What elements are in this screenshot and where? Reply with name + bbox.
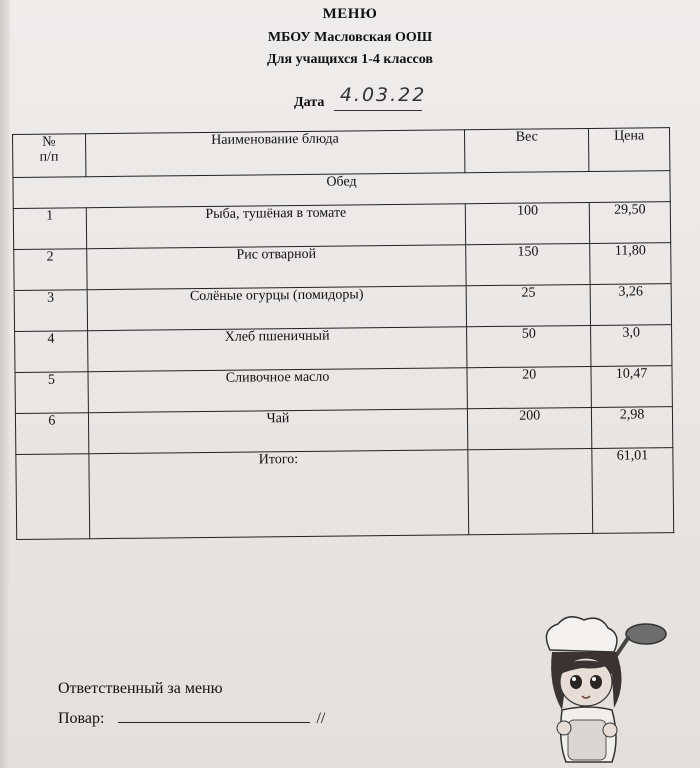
section-lunch: Обед xyxy=(13,171,670,209)
dish-price: 29,50 xyxy=(589,202,670,244)
dish-name: Рис отварной xyxy=(86,245,466,290)
dish-weight: 50 xyxy=(467,325,591,367)
row-number: 3 xyxy=(14,290,87,332)
dish-price: 3,26 xyxy=(590,284,671,326)
date-row xyxy=(294,84,427,111)
col-header-price: Цена xyxy=(589,128,670,172)
dish-name: Рыба, тушёная в томате xyxy=(86,204,466,249)
dish-weight: 200 xyxy=(468,407,592,449)
row-number: 4 xyxy=(15,331,88,373)
page-edge-shadow xyxy=(0,0,10,768)
table-row xyxy=(14,284,671,332)
dish-name: Хлеб пшеничный xyxy=(87,327,467,372)
date-field xyxy=(334,84,427,111)
cook-slashes: // xyxy=(316,710,326,727)
dish-name: Сливочное масло xyxy=(88,368,468,413)
col-header-weight: Вес xyxy=(465,128,589,172)
row-number: 1 xyxy=(13,208,86,250)
dish-weight: 100 xyxy=(466,202,590,244)
table-row xyxy=(15,407,672,455)
row-number: 6 xyxy=(15,413,88,455)
col-header-dish: Наименование блюда xyxy=(85,130,465,177)
date-handwritten-value: 4.03.22 xyxy=(339,84,427,106)
cook-label: Повар: xyxy=(58,710,105,727)
cook-signature-field xyxy=(118,708,310,723)
dish-weight: 20 xyxy=(467,366,591,408)
school-name: МБОУ Масловская ООШ xyxy=(267,30,433,45)
chef-girl-illustration-icon xyxy=(528,612,678,768)
menu-table xyxy=(12,127,674,540)
dish-name: Солёные огурцы (помидоры) xyxy=(87,286,467,331)
total-row xyxy=(16,448,674,540)
dish-price: 11,80 xyxy=(590,243,671,285)
table-row xyxy=(13,202,670,250)
dish-name: Чай xyxy=(88,409,468,454)
total-label: Итого: xyxy=(89,450,470,539)
col-header-number: № п/п xyxy=(13,134,86,178)
row-number: 2 xyxy=(14,249,87,291)
date-label: Дата xyxy=(294,95,325,110)
dish-weight: 25 xyxy=(466,284,590,326)
table-row xyxy=(15,325,672,373)
dish-price: 3,0 xyxy=(591,325,672,367)
row-number: 5 xyxy=(15,372,88,414)
total-value: 61,01 xyxy=(592,448,674,534)
dish-price: 10,47 xyxy=(591,366,672,408)
total-empty-cell xyxy=(16,454,90,540)
responsible-label: Ответственный за меню xyxy=(58,680,223,697)
table-row xyxy=(15,366,672,414)
dish-price: 2,98 xyxy=(592,407,673,449)
cook-signature-line xyxy=(58,708,325,728)
total-empty-cell xyxy=(468,448,593,534)
menu-title: МЕНЮ xyxy=(322,6,378,22)
audience-line: Для учащихся 1-4 классов xyxy=(267,52,433,67)
table-row xyxy=(14,243,671,291)
dish-weight: 150 xyxy=(466,243,590,285)
